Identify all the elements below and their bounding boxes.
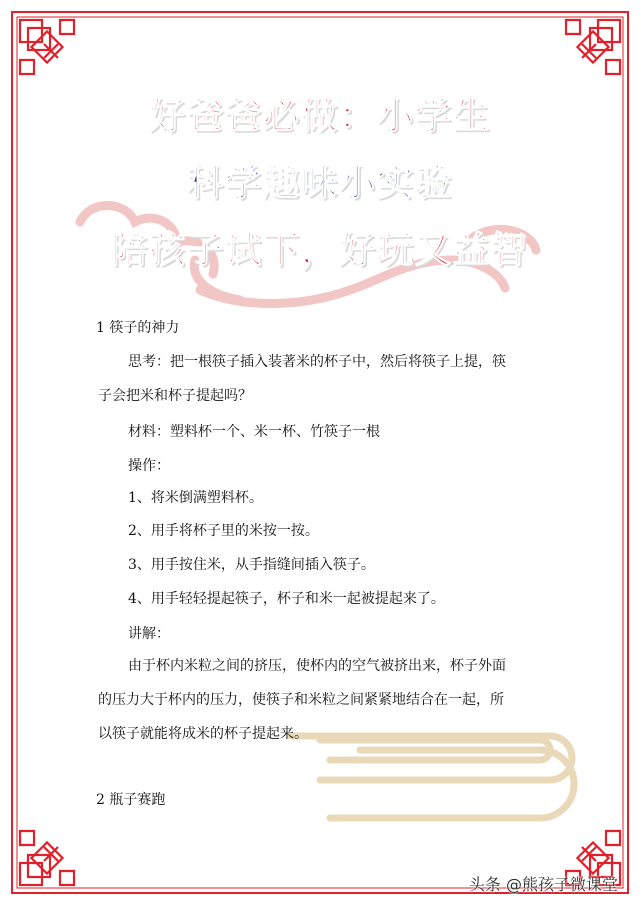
explain-label: 讲解： [128,626,170,642]
section-2-heading: 2 瓶子赛跑 [96,792,166,808]
operation-label: 操作： [128,458,170,474]
step-1: 1、将米倒满塑料杯。 [128,490,263,506]
think-line-1: 思考：把一根筷子插入装著米的杯子中，然后将筷子上提，筷 [128,354,506,370]
think-line-2: 子会把米和杯子提起吗？ [98,388,252,404]
explain-line-3: 以筷子就能将成米的杯子提起来。 [98,726,308,742]
step-4: 4、用手轻轻提起筷子，杯子和米一起被提起来了。 [128,591,445,607]
explain-line-1: 由于杯内米粒之间的挤压，使杯内的空气被挤出来，杯子外面 [128,658,506,674]
explain-line-2: 的压力大于杯内的压力，使筷子和米粒之间紧紧地结合在一起，所 [98,692,504,708]
source-watermark: 头条 @熊孩子微课堂 [468,875,618,894]
title-line-2: 科学趣味小实验 [186,163,453,204]
step-2: 2、用手将杯子里的米按一按。 [128,523,319,539]
title-line-3: 陪孩子试下，好玩又益智 [110,230,529,271]
title-line-1: 好爸爸必做：小学生 [148,96,491,137]
step-3: 3、用手按住米，从手指缝间插入筷子。 [128,557,375,573]
section-1-heading: 1 筷子的神力 [96,320,180,336]
materials-line: 材料：塑料杯一个、米一杯、竹筷子一根 [128,424,380,440]
